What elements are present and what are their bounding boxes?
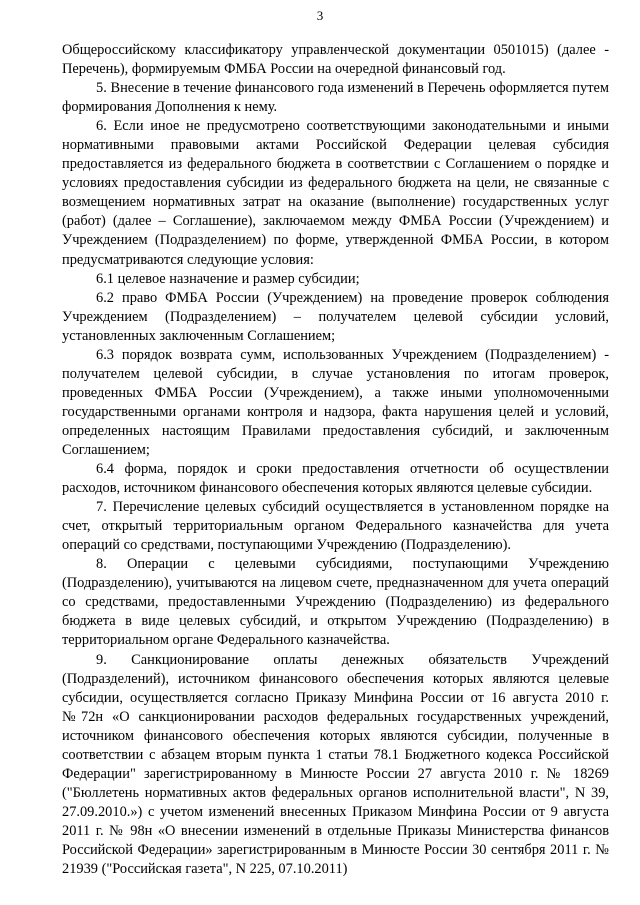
paragraph-item-5: 5. Внесение в течение финансового года изменений в Перечень оформляется путем формирования Дополнения к нему. <box>62 80 609 116</box>
page-number: 3 <box>316 8 324 23</box>
paragraph-item-6-4: 6.4 форма, порядок и сроки предоставления отчетности об осуществлении расходов, источником финансового обеспечения которых являются целевые субсидии. <box>62 461 609 497</box>
paragraph-item-9: 9. Санкционирование оплаты денежных обязательств Учреждений (Подразделений), источником финансового обеспечения которых являются целевые субсидии, осуществляется согласно Приказу Минфина России от 16 августа 2010 г. №72н «О санкционировании расходов федеральных государственных учреждений, источником финансового обеспечения которых являются субсидии, полученные в соответствии с абзацем вторым пункта 1 статьи 78.1 Бюджетного кодекса Российской Федерации" зарегистрированному в Минюсте России 27 августа 2010 г. № 18269 ("Бюллетень нормативных актов федеральных органов исполнительной власти", N 39, 27.09.2010.») с учетом изменений внесенных Приказом Минфина России от 9 августа 2011 г. № 98н «О внесении изменений в отдельные Приказы Министерства финансов Российской Федерации» зарегистрированным в Минюсте России 30 сентября 2011 г. № 21939 ("Российская газета", N 225, 07.10.2011) <box>62 651 609 878</box>
paragraph-item-6-2: 6.2 право ФМБА России (Учреждением) на проведение проверок соблюдения Учреждением (Подразделением) – получателем целевой субсидии условий, установленных заключенным Соглашением; <box>62 289 609 344</box>
document-body <box>62 41 609 879</box>
paragraph-item-6-3: 6.3 порядок возврата сумм, использованных Учреждением (Подразделением) - получателем целевой субсидии, в случае установления по итогам проверок, проведенных ФМБА России (Учреждением), а также иными уполномоченными государственными органами контроля и надзора, факта нарушения целей и условий, определенных настоящим Правилами предоставления субсидий, и заключенным Соглашением; <box>62 346 609 458</box>
paragraph-continuation: Общероссийскому классификатору управленческой документации 0501015) (далее - Перечень), формируемым ФМБА России на очередной финансовый год. <box>62 42 609 78</box>
paragraph-item-8: 8. Операции с целевыми субсидиями, поступающими Учреждению (Подразделению), учитываются на лицевом счете, предназначенном для учета операций со средствами, предоставленными Учреждению (Подразделению) из федерального бюджета в виде целевых субсидий, и открытом Учреждению (Подразделению) в территориальном органе Федерального казначейства. <box>62 556 609 649</box>
paragraph-item-6: 6. Если иное не предусмотрено соответствующими законодательными и иными нормативными правовыми актами Российской Федерации целевая субсидия предоставляется из федерального бюджета в соответствии с Соглашением о порядке и условиях предоставления субсидии из федерального бюджета на цели, не связанные с возмещением нормативных затрат на оказание (выполнение) государственных услуг (работ) (далее – Соглашение), заключаемом между ФМБА России (Учреждением) и Учреждением (Подразделением) по форме, утвержденной ФМБА России, в котором предусматриваются следующие условия: <box>62 118 609 268</box>
paragraph-item-7: 7. Перечисление целевых субсидий осуществляется в установленном порядке на счет, открытый территориальным органом Федерального казначейства для учета операций со средствами, поступающими Учреждению (Подразделению). <box>62 499 609 554</box>
paragraph-item-6-1: 6.1 целевое назначение и размер субсидии; <box>96 270 360 287</box>
